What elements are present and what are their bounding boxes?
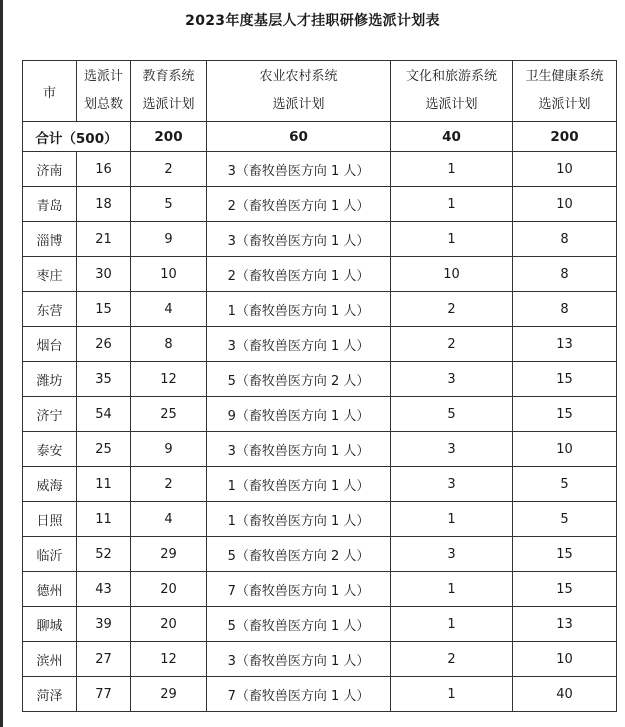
table-row [23, 222, 617, 257]
cell-agriculture: 9（畜牧兽医方向 1 人） [207, 397, 391, 432]
cell-total: 25 [77, 432, 131, 467]
cell-total: 16 [77, 152, 131, 187]
cell-health: 10 [513, 432, 617, 467]
cell-education: 9 [131, 222, 207, 257]
cell-total: 27 [77, 642, 131, 677]
cell-education: 2 [131, 152, 207, 187]
total-label: 合计（500） [23, 122, 131, 152]
header-agriculture-line1: 农业农村系统 [259, 69, 338, 84]
cell-health: 15 [513, 537, 617, 572]
cell-education: 29 [131, 537, 207, 572]
header-education-line1: 教育系统 [142, 69, 195, 84]
table-row [23, 257, 617, 292]
cell-education: 25 [131, 397, 207, 432]
cell-health: 8 [513, 257, 617, 292]
cell-education: 8 [131, 327, 207, 362]
cell-agriculture: 3（畜牧兽医方向 1 人） [207, 327, 391, 362]
header-agriculture [207, 61, 391, 122]
cell-city: 济南 [23, 152, 77, 187]
table-row [23, 187, 617, 222]
cell-agriculture: 3（畜牧兽医方向 1 人） [207, 432, 391, 467]
cell-agriculture: 3（畜牧兽医方向 1 人） [207, 152, 391, 187]
cell-city: 东营 [23, 292, 77, 327]
cell-city: 烟台 [23, 327, 77, 362]
cell-culture: 1 [391, 152, 513, 187]
cell-culture: 3 [391, 362, 513, 397]
cell-total: 11 [77, 467, 131, 502]
cell-agriculture: 3（畜牧兽医方向 1 人） [207, 642, 391, 677]
cell-education: 29 [131, 677, 207, 712]
table-row [23, 327, 617, 362]
cell-health: 8 [513, 292, 617, 327]
cell-health: 5 [513, 467, 617, 502]
header-total [77, 61, 131, 122]
cell-city: 青岛 [23, 187, 77, 222]
cell-culture: 1 [391, 572, 513, 607]
total-agriculture: 60 [207, 122, 391, 152]
cell-city: 菏泽 [23, 677, 77, 712]
cell-health: 15 [513, 362, 617, 397]
table-row [23, 467, 617, 502]
cell-culture: 3 [391, 537, 513, 572]
cell-city: 临沂 [23, 537, 77, 572]
header-total-line1: 选派计 [83, 69, 123, 84]
cell-agriculture: 7（畜牧兽医方向 1 人） [207, 572, 391, 607]
cell-health: 40 [513, 677, 617, 712]
cell-city: 滨州 [23, 642, 77, 677]
cell-culture: 2 [391, 327, 513, 362]
cell-city: 聊城 [23, 607, 77, 642]
cell-agriculture: 5（畜牧兽医方向 1 人） [207, 607, 391, 642]
selection-plan-table [22, 60, 617, 712]
cell-education: 12 [131, 362, 207, 397]
table-row [23, 642, 617, 677]
cell-culture: 1 [391, 677, 513, 712]
cell-education: 2 [131, 467, 207, 502]
cell-agriculture: 2（畜牧兽医方向 1 人） [207, 257, 391, 292]
cell-agriculture: 2（畜牧兽医方向 1 人） [207, 187, 391, 222]
cell-culture: 1 [391, 187, 513, 222]
cell-total: 54 [77, 397, 131, 432]
cell-health: 8 [513, 222, 617, 257]
cell-total: 18 [77, 187, 131, 222]
cell-agriculture: 1（畜牧兽医方向 1 人） [207, 467, 391, 502]
total-row [23, 122, 617, 152]
table-row [23, 677, 617, 712]
cell-city: 德州 [23, 572, 77, 607]
cell-city: 淄博 [23, 222, 77, 257]
cell-total: 11 [77, 502, 131, 537]
header-culture-line2: 选派计划 [425, 97, 478, 112]
cell-health: 13 [513, 607, 617, 642]
header-education [131, 61, 207, 122]
header-agriculture-line2: 选派计划 [272, 97, 325, 112]
cell-city: 济宁 [23, 397, 77, 432]
cell-city: 威海 [23, 467, 77, 502]
table-row [23, 537, 617, 572]
header-health-line2: 选派计划 [538, 97, 591, 112]
cell-culture: 5 [391, 397, 513, 432]
cell-education: 10 [131, 257, 207, 292]
table-row [23, 432, 617, 467]
cell-total: 35 [77, 362, 131, 397]
cell-culture: 3 [391, 432, 513, 467]
cell-health: 13 [513, 327, 617, 362]
cell-agriculture: 5（畜牧兽医方向 2 人） [207, 362, 391, 397]
total-education: 200 [131, 122, 207, 152]
cell-total: 77 [77, 677, 131, 712]
cell-education: 12 [131, 642, 207, 677]
cell-city: 日照 [23, 502, 77, 537]
header-culture-line1: 文化和旅游系统 [405, 69, 497, 84]
cell-agriculture: 5（畜牧兽医方向 2 人） [207, 537, 391, 572]
page-title: 2023年度基层人才挂职研修选派计划表 [185, 13, 440, 29]
table-row [23, 502, 617, 537]
window-left-edge [0, 0, 3, 727]
cell-total: 43 [77, 572, 131, 607]
cell-culture: 1 [391, 222, 513, 257]
cell-health: 5 [513, 502, 617, 537]
cell-total: 26 [77, 327, 131, 362]
cell-health: 10 [513, 642, 617, 677]
table-row [23, 572, 617, 607]
cell-total: 30 [77, 257, 131, 292]
cell-total: 52 [77, 537, 131, 572]
cell-total: 21 [77, 222, 131, 257]
table-row [23, 152, 617, 187]
table-header-row [23, 61, 617, 122]
cell-education: 4 [131, 292, 207, 327]
cell-culture: 10 [391, 257, 513, 292]
total-culture: 40 [391, 122, 513, 152]
cell-city: 潍坊 [23, 362, 77, 397]
cell-education: 4 [131, 502, 207, 537]
table-row [23, 362, 617, 397]
cell-agriculture: 1（畜牧兽医方向 1 人） [207, 502, 391, 537]
cell-education: 9 [131, 432, 207, 467]
cell-total: 15 [77, 292, 131, 327]
header-culture [391, 61, 513, 122]
header-city: 市 [23, 61, 77, 122]
cell-agriculture: 7（畜牧兽医方向 1 人） [207, 677, 391, 712]
total-health: 200 [513, 122, 617, 152]
header-health-line1: 卫生健康系统 [525, 69, 604, 84]
header-total-line2: 划总数 [83, 97, 123, 112]
table-body [23, 152, 617, 712]
table-row [23, 292, 617, 327]
header-health [513, 61, 617, 122]
cell-education: 5 [131, 187, 207, 222]
table-row [23, 397, 617, 432]
cell-health: 10 [513, 152, 617, 187]
cell-agriculture: 1（畜牧兽医方向 1 人） [207, 292, 391, 327]
table-row [23, 607, 617, 642]
cell-city: 枣庄 [23, 257, 77, 292]
cell-education: 20 [131, 572, 207, 607]
header-education-line2: 选派计划 [142, 97, 195, 112]
cell-city: 泰安 [23, 432, 77, 467]
cell-culture: 2 [391, 642, 513, 677]
cell-health: 15 [513, 572, 617, 607]
cell-agriculture: 3（畜牧兽医方向 1 人） [207, 222, 391, 257]
cell-total: 39 [77, 607, 131, 642]
cell-culture: 2 [391, 292, 513, 327]
cell-health: 15 [513, 397, 617, 432]
cell-culture: 1 [391, 607, 513, 642]
cell-health: 10 [513, 187, 617, 222]
cell-culture: 1 [391, 502, 513, 537]
cell-culture: 3 [391, 467, 513, 502]
cell-education: 20 [131, 607, 207, 642]
